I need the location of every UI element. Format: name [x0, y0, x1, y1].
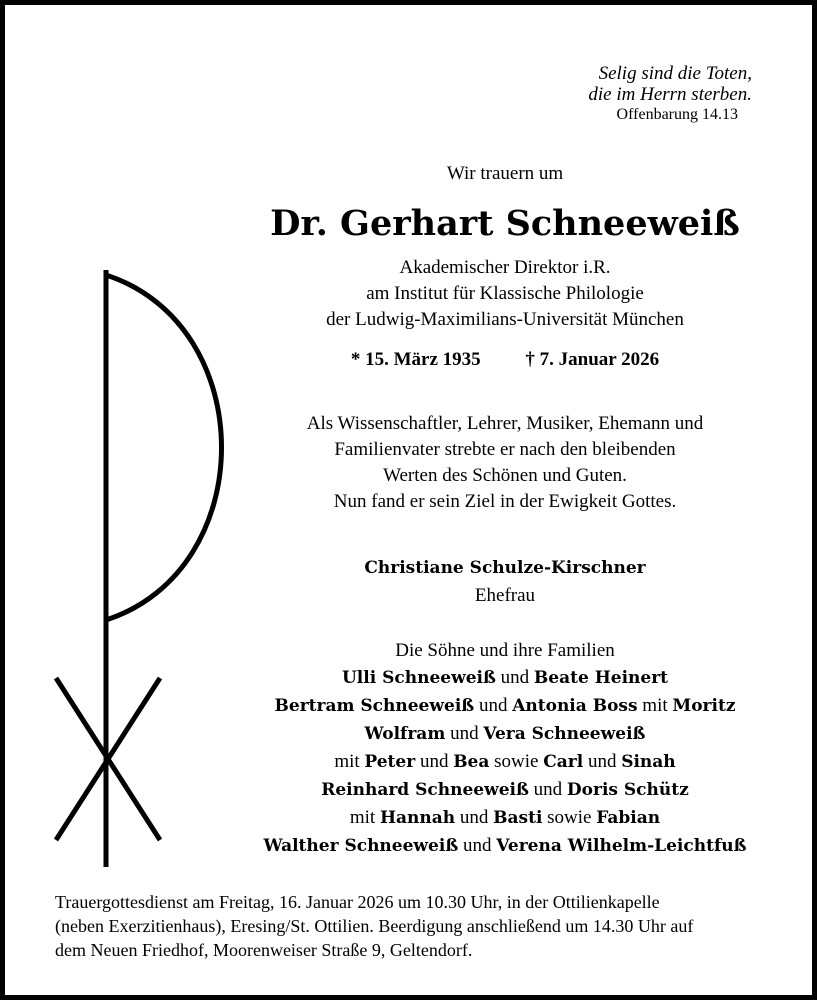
- family-connector: mit: [334, 751, 365, 772]
- family-line: [185, 664, 817, 692]
- verse-line-1: Selig sind die Toten,: [598, 63, 752, 84]
- family-member-name: Vera Schneeweiß: [483, 724, 646, 744]
- family-member-name: Antonia Boss: [512, 696, 638, 716]
- family-line: [185, 804, 817, 832]
- family-line: [185, 776, 817, 804]
- family-member-name: Fabian: [596, 808, 661, 828]
- family-member-name: Wolfram: [364, 724, 446, 744]
- family-member-name: Ulli Schneeweiß: [341, 668, 496, 688]
- family-member-name: Beate Heinert: [533, 668, 669, 688]
- family-heading: Die Söhne und ihre Familien: [395, 640, 615, 661]
- intro-text: Wir trauern um: [446, 163, 564, 184]
- family-line: [185, 692, 817, 720]
- family-member-name: Reinhard Schneeweiß: [321, 780, 529, 800]
- birth-symbol: *: [350, 349, 361, 370]
- family-member-name: Bea: [453, 752, 490, 772]
- birth-date: 15. März 1935: [365, 349, 481, 370]
- family-connector: mit: [349, 807, 380, 828]
- service-line: (neben Exerzitienhaus), Eresing/St. Ottilien. Beerdigung anschließend um 14.30 Uhr auf: [55, 916, 694, 936]
- spouse-block: [185, 555, 817, 609]
- family-member-name: Sinah: [621, 752, 676, 772]
- family-member-name: Basti: [493, 808, 543, 828]
- family-connector: und: [583, 751, 622, 772]
- family-connector: und: [458, 835, 497, 856]
- family-member-name: Moritz: [672, 696, 736, 716]
- spouse-role: Ehefrau: [474, 585, 536, 606]
- deceased-name: Dr. Gerhart Schneeweiß: [270, 203, 740, 244]
- life-dates: [185, 347, 817, 373]
- title-line: am Institut für Klassische Philologie: [366, 283, 644, 304]
- bible-verse: [588, 63, 752, 125]
- tribute-line: Als Wissenschaftler, Lehrer, Musiker, Ehemann und: [306, 413, 704, 434]
- service-line: Trauergottesdienst am Freitag, 16. Januar 2026 um 10.30 Uhr, in der Ottilienkapelle: [55, 892, 660, 912]
- family-connector: und: [415, 751, 454, 772]
- family-member-name: Bertram Schneeweiß: [274, 696, 475, 716]
- family-member-name: Walther Schneeweiß: [263, 836, 459, 856]
- family-member-name: Verena Wilhelm-Leichtfuß: [496, 836, 747, 856]
- death-date: 7. Januar 2026: [539, 349, 660, 370]
- family-connector: und: [495, 667, 534, 688]
- deceased-titles: [185, 255, 817, 333]
- family-member-name: Doris Schütz: [566, 780, 689, 800]
- verse-line-2: die im Herrn sterben.: [588, 84, 752, 105]
- family-connector: und: [528, 779, 567, 800]
- spouse-name: Christiane Schulze-Kirschner: [364, 558, 646, 578]
- family-member-name: Hannah: [379, 808, 456, 828]
- family-connector: und: [455, 807, 494, 828]
- verse-source: Offenbarung 14.13: [616, 106, 738, 123]
- title-line: Akademischer Direktor i.R.: [399, 257, 611, 278]
- family-member-name: Peter: [364, 752, 416, 772]
- family-line: [185, 748, 817, 776]
- family-member-name: Carl: [543, 752, 584, 772]
- family-connector: mit: [637, 695, 673, 716]
- title-line: der Ludwig-Maximilians-Universität München: [326, 309, 684, 330]
- family-connector: sowie: [489, 751, 544, 772]
- family-block: [185, 637, 817, 860]
- family-connector: und: [474, 695, 513, 716]
- tribute-line: Familienvater strebte er nach den bleibenden: [334, 439, 676, 460]
- family-connector: und: [445, 723, 484, 744]
- tribute-text: [185, 411, 817, 515]
- family-connector: sowie: [542, 807, 597, 828]
- funeral-service-info: [55, 890, 773, 962]
- tribute-line: Nun fand er sein Ziel in der Ewigkeit Gottes.: [333, 491, 677, 512]
- family-members: [185, 664, 817, 860]
- tribute-line: Werten des Schönen und Guten.: [383, 465, 627, 486]
- family-line: [185, 832, 817, 860]
- family-line: [185, 720, 817, 748]
- service-line: dem Neuen Friedhof, Moorenweiser Straße 9, Geltendorf.: [55, 940, 473, 960]
- death-symbol: †: [525, 349, 535, 370]
